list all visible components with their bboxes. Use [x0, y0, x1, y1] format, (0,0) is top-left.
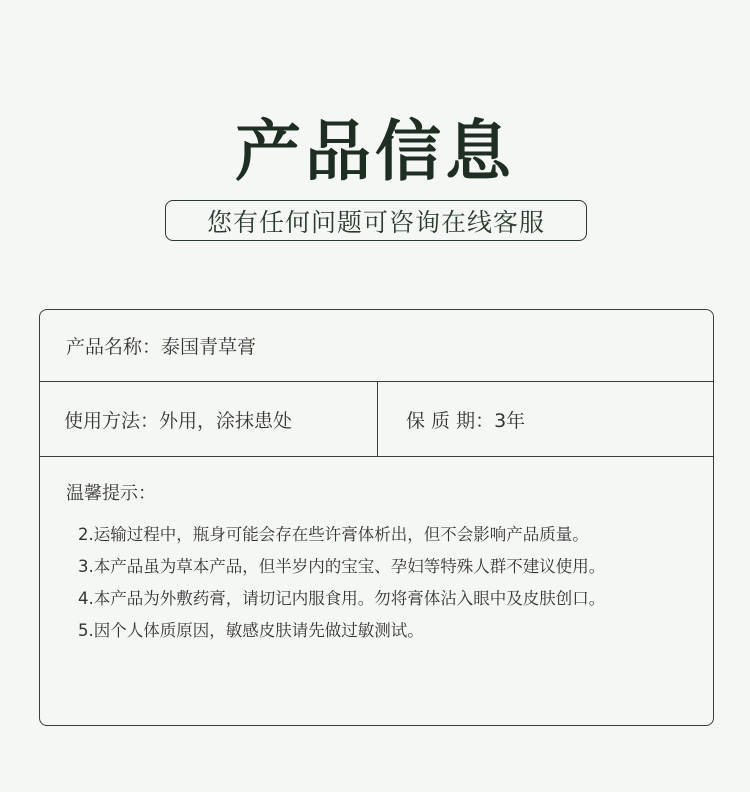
product-name: 产品名称：泰国青草膏 — [66, 336, 257, 358]
usage-cell — [40, 382, 378, 456]
tips-heading: 温馨提示： — [66, 483, 156, 504]
customer-service-text: 您有任何问题可咨询在线客服 — [206, 207, 545, 237]
shelf-life-text: 保 质 期：3年 — [406, 409, 526, 432]
tip-item: 5.因个人体质原因，敏感皮肤请先做过敏测试。 — [78, 621, 424, 640]
tips-section — [40, 457, 713, 647]
product-name-row — [40, 310, 713, 382]
shelf-life-cell — [378, 382, 713, 456]
customer-service-note — [165, 200, 587, 241]
tip-item: 2.运输过程中，瓶身可能会存在些许膏体析出，但不会影响产品质量。 — [78, 525, 589, 544]
usage-text: 使用方法：外用，涂抹患处 — [64, 409, 293, 432]
tip-item: 3.本产品虽为草本产品，但半岁内的宝宝、孕妇等特殊人群不建议使用。 — [78, 557, 606, 576]
tip-item: 4.本产品为外敷药膏，请切记内服食用。勿将膏体沾入眼中及皮肤创口。 — [78, 589, 606, 608]
tips-list — [66, 519, 713, 647]
page-title: 产品信息 — [235, 113, 515, 190]
usage-shelf-life-row — [40, 382, 713, 457]
product-info-table — [39, 309, 714, 726]
